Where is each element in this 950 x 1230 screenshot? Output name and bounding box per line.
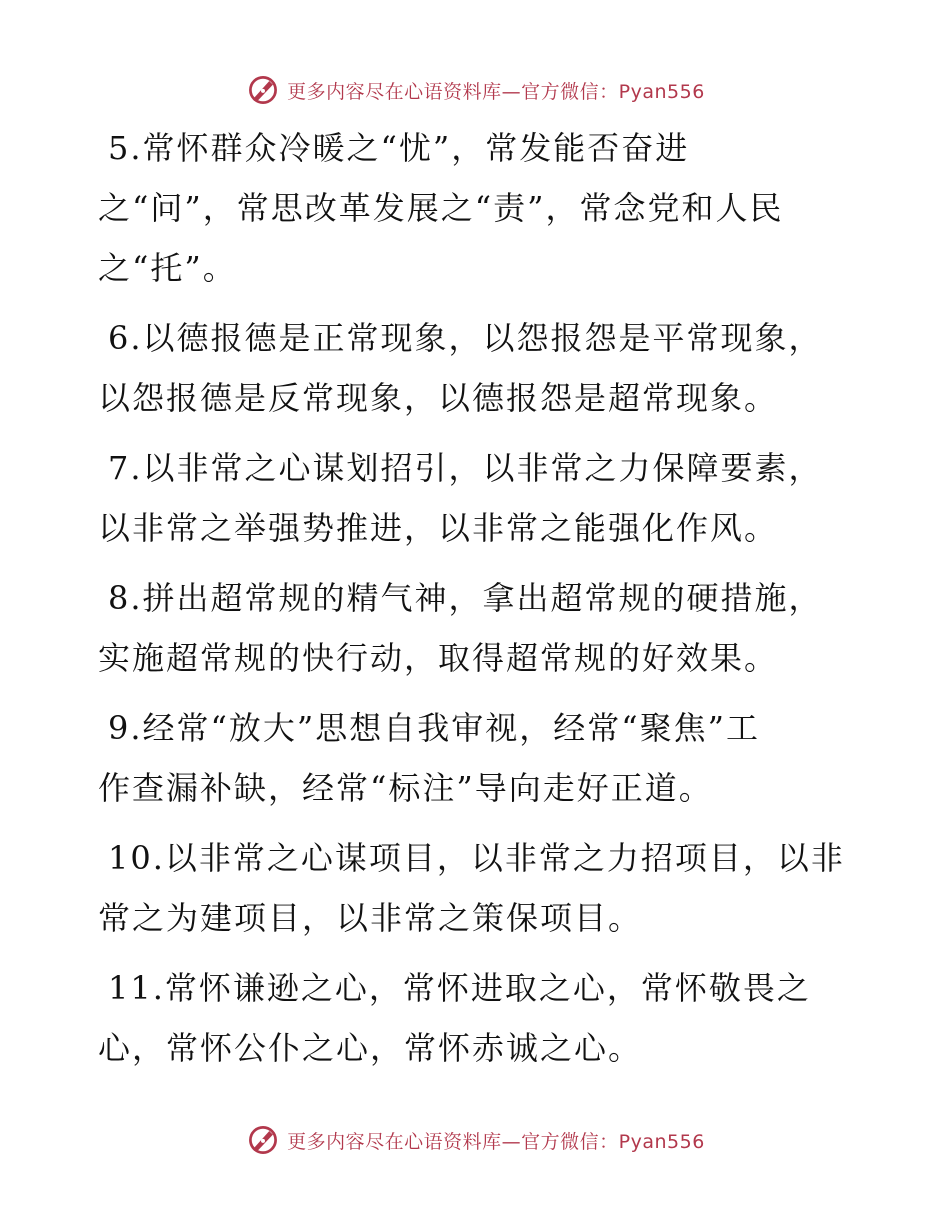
- paragraph-line: 之“问”，常思改革发展之“责”，常念党和人民: [98, 189, 784, 227]
- pen-nib-logo-icon: [245, 72, 281, 108]
- banner-text: 更多内容尽在心语资料库—官方微信：Pyan556: [287, 1130, 705, 1153]
- paragraph-line: 6.以德报德是正常现象，以怨报怨是平常现象，: [108, 319, 823, 357]
- paragraph-line: 之“托”。: [98, 249, 237, 287]
- paragraph-line: 常之为建项目，以非常之策保项目。: [98, 899, 643, 937]
- pen-nib-logo-icon: [245, 1122, 281, 1158]
- paragraph-10: [98, 828, 858, 948]
- paragraph-line: 9.经常“放大”思想自我审视，经常“聚焦”工: [108, 709, 760, 747]
- paragraph-9: [98, 698, 858, 818]
- paragraph-line: 11.常怀谦逊之心，常怀进取之心，常怀敬畏之: [108, 969, 811, 1007]
- paragraph-line: 7.以非常之心谋划招引，以非常之力保障要素，: [108, 449, 823, 487]
- paragraph-5: [98, 118, 858, 298]
- paragraph-11: [98, 958, 858, 1078]
- paragraph-6: [98, 308, 858, 428]
- paragraph-line: 以非常之举强势推进，以非常之能强化作风。: [98, 509, 779, 547]
- paragraph-line: 心，常怀公仆之心，常怀赤诚之心。: [98, 1029, 643, 1067]
- paragraph-7: [98, 438, 858, 558]
- header-banner: [0, 70, 950, 110]
- paragraph-line: 10.以非常之心谋项目，以非常之力招项目，以非: [108, 839, 845, 877]
- document-body: [98, 118, 858, 1088]
- paragraph-line: 5.常怀群众冷暖之“忧”，常发能否奋进: [108, 129, 690, 167]
- paragraph-line: 实施超常规的快行动，取得超常规的好效果。: [98, 639, 779, 677]
- footer-banner: [0, 1120, 950, 1160]
- paragraph-line: 8.拼出超常规的精气神，拿出超常规的硬措施，: [108, 579, 823, 617]
- paragraph-line: 以怨报德是反常现象，以德报怨是超常现象。: [98, 379, 779, 417]
- paragraph-8: [98, 568, 858, 688]
- paragraph-line: 作查漏补缺，经常“标注”导向走好正道。: [98, 769, 713, 807]
- banner-text: 更多内容尽在心语资料库—官方微信：Pyan556: [287, 80, 705, 103]
